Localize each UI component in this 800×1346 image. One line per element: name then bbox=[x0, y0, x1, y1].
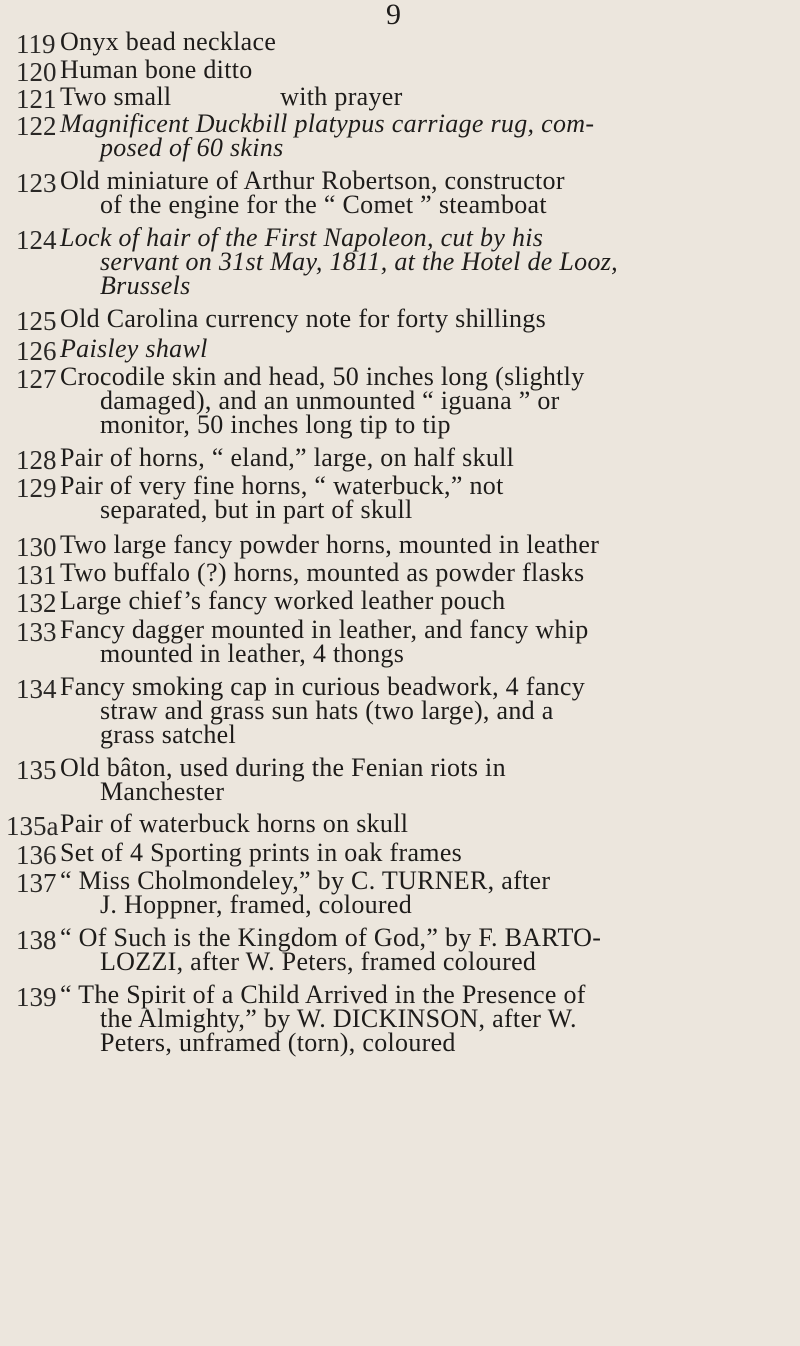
description-line: Old Carolina currency note for forty shillings bbox=[60, 304, 547, 333]
lot-description bbox=[60, 558, 800, 587]
description-line: “ Of Such is the Kingdom of God,” by F. BARTO- bbox=[60, 923, 602, 952]
description-line: straw and grass sun hats (two large), and a bbox=[100, 696, 554, 725]
lot-description bbox=[60, 753, 800, 806]
lot-description bbox=[60, 362, 800, 439]
lot-description bbox=[60, 109, 800, 162]
description-line: mounted in leather, 4 thongs bbox=[100, 639, 405, 668]
description-line: Pair of waterbuck horns on skull bbox=[60, 809, 409, 838]
description-line: Lock of hair of the First Napoleon, cut by his bbox=[60, 223, 544, 252]
description-line: Large chief’s fancy worked leather pouch bbox=[60, 586, 506, 615]
description-line: “ The Spirit of a Child Arrived in the Presence of bbox=[60, 980, 586, 1009]
lot-description bbox=[60, 334, 800, 363]
description-line: Old miniature of Arthur Robertson, constructor bbox=[60, 166, 565, 195]
lot-number: 133 bbox=[16, 617, 57, 647]
lot-number: 134 bbox=[16, 674, 57, 704]
lot-description bbox=[60, 55, 800, 84]
description-line: Manchester bbox=[100, 777, 225, 806]
description-line: Human bone ditto bbox=[60, 55, 253, 84]
description-line: “ Miss Cholmondeley,” by C. TURNER, after bbox=[60, 866, 551, 895]
lot-description bbox=[60, 530, 800, 559]
description-line: damaged), and an unmounted “ iguana ” or bbox=[100, 386, 560, 415]
description-line: monitor, 50 inches long tip to tip bbox=[100, 410, 451, 439]
description-line: Magnificent Duckbill platypus carriage rug, com- bbox=[60, 109, 595, 138]
description-line: Two small with prayer bbox=[60, 82, 403, 111]
lot-description bbox=[60, 304, 800, 333]
description-line: of the engine for the “ Comet ” steamboat bbox=[100, 190, 547, 219]
lot-description bbox=[60, 866, 800, 919]
lot-description bbox=[60, 27, 800, 56]
description-line: Fancy dagger mounted in leather, and fancy whip bbox=[60, 615, 589, 644]
description-line: Peters, unframed (torn), coloured bbox=[100, 1028, 456, 1057]
lot-description bbox=[60, 923, 800, 976]
description-line: servant on 31st May, 1811, at the Hotel de Looz, bbox=[100, 247, 618, 276]
description-line: grass satchel bbox=[100, 720, 237, 749]
description-line: separated, but in part of skull bbox=[100, 495, 413, 524]
description-line: Old bâton, used during the Fenian riots in bbox=[60, 753, 506, 782]
lot-number: 131 bbox=[16, 560, 57, 590]
lot-number: 122 bbox=[16, 111, 57, 141]
lot-description bbox=[60, 672, 800, 749]
description-line: J. Hoppner, framed, coloured bbox=[100, 890, 413, 919]
description-line: Crocodile skin and head, 50 inches long (slightly bbox=[60, 362, 585, 391]
description-line: Paisley shawl bbox=[60, 334, 208, 363]
lot-number: 137 bbox=[16, 868, 57, 898]
lot-number: 127 bbox=[16, 364, 57, 394]
lot-description bbox=[60, 809, 800, 838]
description-line: Onyx bead necklace bbox=[60, 27, 277, 56]
description-line: Set of 4 Sporting prints in oak frames bbox=[60, 838, 463, 867]
lot-number: 124 bbox=[16, 225, 57, 255]
lot-number: 121 bbox=[16, 84, 57, 114]
lot-number: 130 bbox=[16, 532, 57, 562]
lot-description bbox=[60, 586, 800, 615]
lot-description bbox=[60, 166, 800, 219]
lot-description bbox=[60, 838, 800, 867]
description-line: Brussels bbox=[100, 271, 191, 300]
lot-number: 132 bbox=[16, 588, 57, 618]
lot-number: 125 bbox=[16, 306, 57, 336]
lot-number: 135a bbox=[6, 811, 59, 841]
description-line: Fancy smoking cap in curious beadwork, 4 fancy bbox=[60, 672, 586, 701]
description-line: the Almighty,” by W. DICKINSON, after W. bbox=[100, 1004, 577, 1033]
lot-number: 138 bbox=[16, 925, 57, 955]
description-line: Pair of very fine horns, “ waterbuck,” not bbox=[60, 471, 504, 500]
description-line: LOZZI, after W. Peters, framed coloured bbox=[100, 947, 537, 976]
lot-number: 126 bbox=[16, 336, 57, 366]
page-number: 9 bbox=[386, 0, 401, 31]
lot-description bbox=[60, 223, 800, 300]
description-line: Pair of horns, “ eland,” large, on half skull bbox=[60, 443, 515, 472]
lot-number: 123 bbox=[16, 168, 57, 198]
lot-number: 139 bbox=[16, 982, 57, 1012]
lot-number: 129 bbox=[16, 473, 57, 503]
lot-number: 136 bbox=[16, 840, 57, 870]
lot-number: 120 bbox=[16, 57, 57, 87]
description-line: posed of 60 skins bbox=[100, 133, 284, 162]
lot-number: 119 bbox=[16, 29, 56, 59]
description-line: Two large fancy powder horns, mounted in leather bbox=[60, 530, 600, 559]
lot-description bbox=[60, 980, 800, 1057]
lot-description bbox=[60, 82, 800, 111]
description-line: Two buffalo (?) horns, mounted as powder flasks bbox=[60, 558, 585, 587]
lot-number: 135 bbox=[16, 755, 57, 785]
lot-description bbox=[60, 471, 800, 524]
lot-description bbox=[60, 443, 800, 472]
lot-number: 128 bbox=[16, 445, 57, 475]
lot-description bbox=[60, 615, 800, 668]
